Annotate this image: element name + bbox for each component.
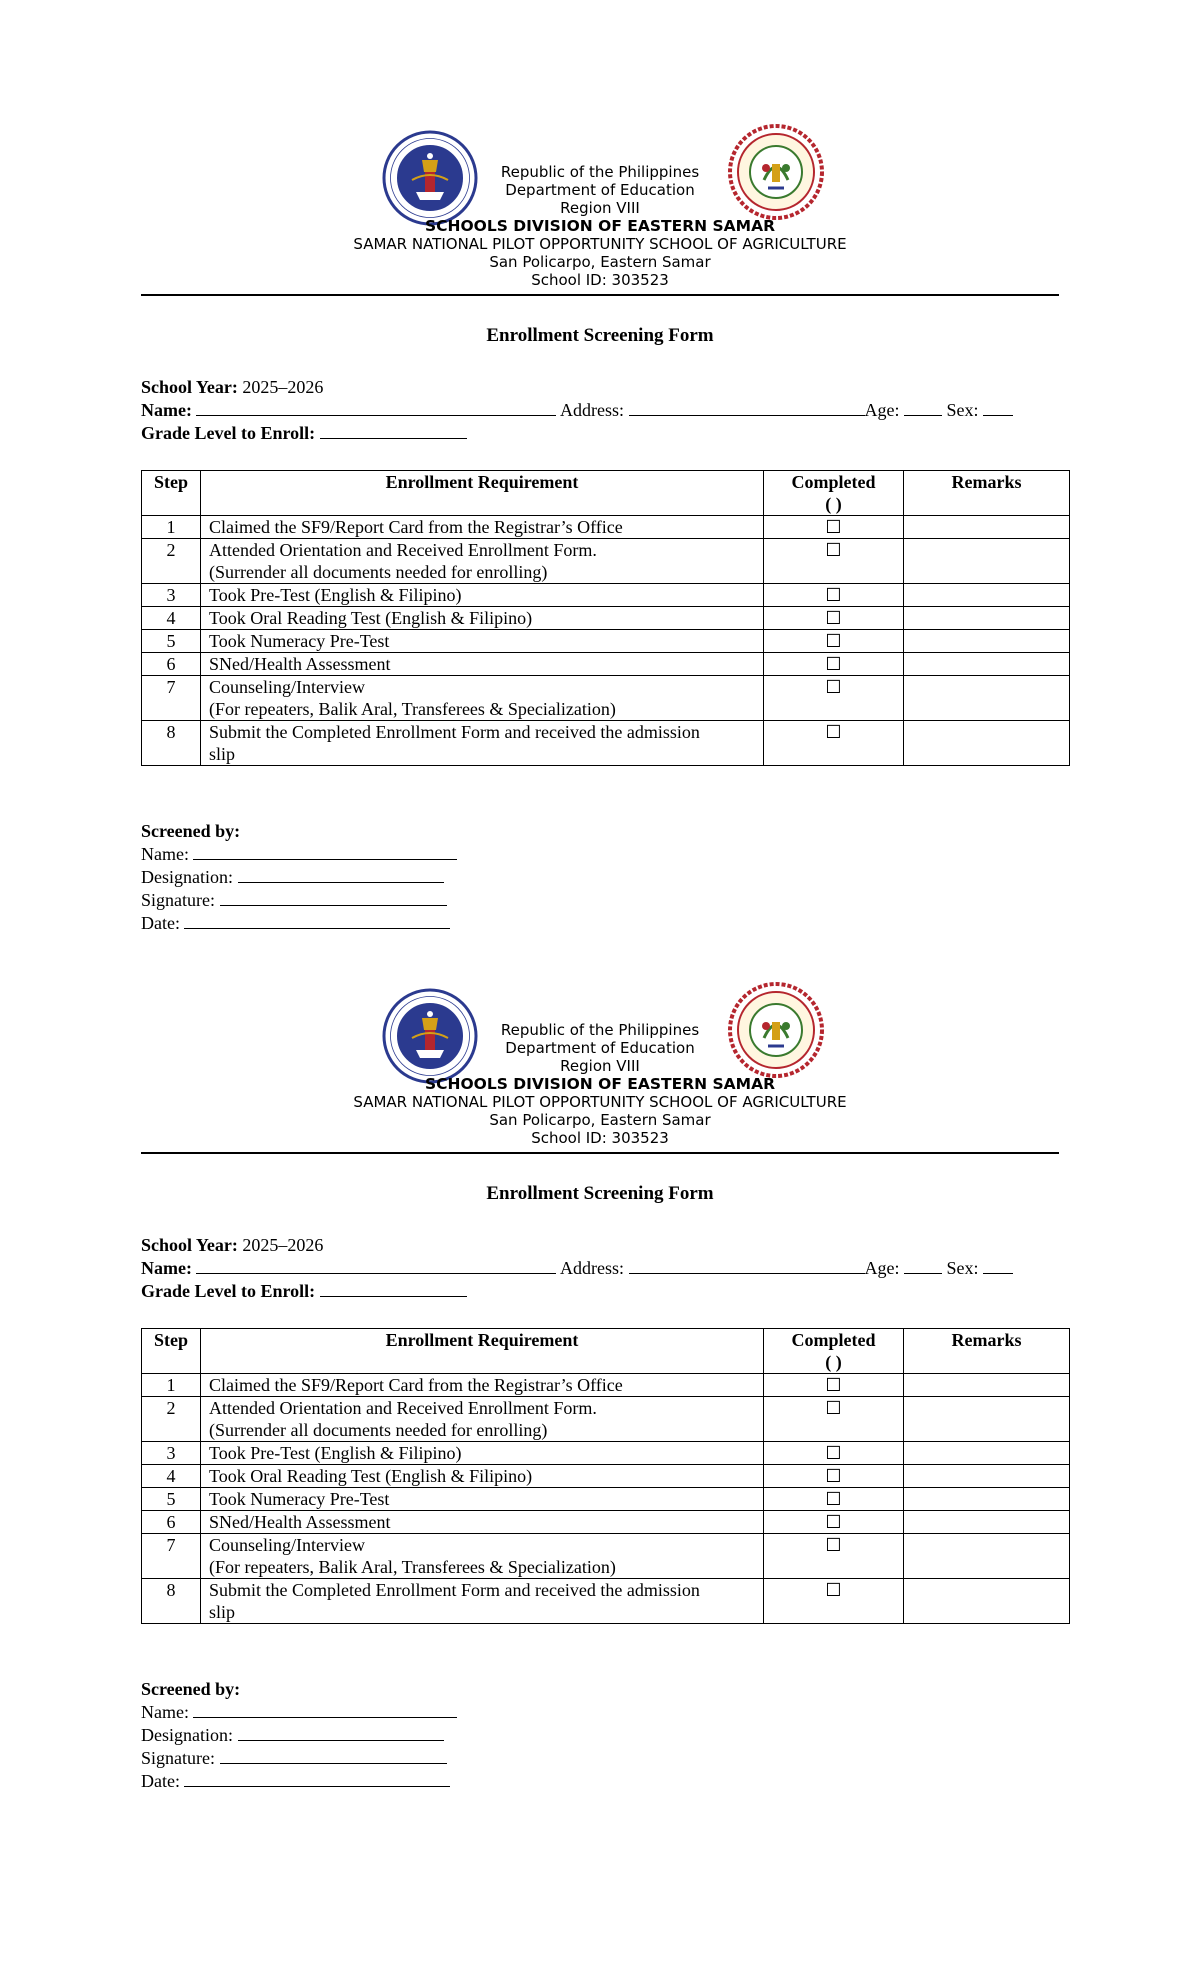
screened-designation-label: Designation: [141, 1725, 233, 1745]
header-requirement: Enrollment Requirement [201, 471, 764, 516]
screened-signature-label: Signature: [141, 890, 215, 910]
screened-by-section [141, 820, 457, 935]
header-school-address: San Policarpo, Eastern Samar [489, 253, 711, 271]
requirement-text: Took Pre-Test (English & Filipino) [209, 585, 462, 605]
step-number: 3 [142, 584, 201, 607]
remarks-cell[interactable] [904, 1534, 1070, 1579]
remarks-cell[interactable] [904, 1511, 1070, 1534]
form-title: Enrollment Screening Form [486, 1183, 714, 1204]
requirement-cell [201, 1465, 764, 1488]
remarks-cell[interactable] [904, 1374, 1070, 1397]
address-label: Address: [560, 1258, 624, 1278]
header-step: Step [142, 1329, 201, 1374]
grade-level-input[interactable] [320, 422, 467, 439]
requirement-cell [201, 1488, 764, 1511]
completed-checkbox[interactable]: ☐ [825, 1398, 842, 1418]
remarks-cell[interactable] [904, 630, 1070, 653]
sex-label: Sex: [946, 1258, 979, 1278]
screened-date-row [141, 1770, 457, 1793]
remarks-cell[interactable] [904, 516, 1070, 539]
remarks-cell[interactable] [904, 721, 1070, 766]
header-division: SCHOOLS DIVISION OF EASTERN SAMAR [424, 1075, 776, 1093]
completed-checkbox[interactable]: ☐ [825, 1489, 842, 1509]
screened-date-input[interactable] [184, 912, 450, 929]
completed-checkbox[interactable]: ☐ [825, 722, 842, 742]
remarks-cell[interactable] [904, 539, 1070, 584]
remarks-cell[interactable] [904, 1442, 1070, 1465]
completed-cell [764, 1534, 904, 1579]
completed-checkbox[interactable]: ☐ [825, 585, 842, 605]
completed-cell [764, 539, 904, 584]
screened-name-row [141, 1701, 457, 1724]
header-completed [764, 471, 904, 516]
table-row [142, 1374, 1070, 1397]
table-row [142, 1442, 1070, 1465]
requirement-cell [201, 1511, 764, 1534]
completed-cell [764, 1374, 904, 1397]
table-header-row [142, 471, 1070, 516]
table-row [142, 1534, 1070, 1579]
header-school-id: School ID: 303523 [531, 1129, 669, 1147]
completed-cell [764, 607, 904, 630]
completed-cell [764, 721, 904, 766]
table-row [142, 630, 1070, 653]
header-step: Step [142, 471, 201, 516]
screened-designation-input[interactable] [238, 1724, 444, 1741]
completed-cell [764, 1579, 904, 1624]
screened-by-section [141, 1678, 457, 1793]
requirement-note: (Surrender all documents needed for enrolling) [209, 1420, 548, 1440]
requirements-table [141, 470, 1070, 766]
table-row [142, 516, 1070, 539]
remarks-cell[interactable] [904, 1488, 1070, 1511]
requirement-text: Attended Orientation and Received Enrollment Form. [209, 1398, 597, 1418]
step-number: 8 [142, 721, 201, 766]
header-divider [141, 294, 1059, 296]
name-label: Name: [141, 1258, 192, 1278]
requirement-note: (For repeaters, Balik Aral, Transferees & Specialization) [209, 699, 616, 719]
school-year-label: School Year: [141, 377, 238, 397]
grade-level-label: Grade Level to Enroll: [141, 1281, 316, 1301]
header-department: Department of Education [505, 181, 695, 199]
name-input[interactable] [196, 1257, 556, 1274]
header-school-name: SAMAR NATIONAL PILOT OPPORTUNITY SCHOOL OF AGRICULTURE [353, 235, 847, 253]
header-republic: Republic of the Philippines [500, 1021, 700, 1039]
screened-name-row [141, 843, 457, 866]
screened-signature-label: Signature: [141, 1748, 215, 1768]
table-row [142, 539, 1070, 584]
table-row [142, 1397, 1070, 1442]
requirement-cell [201, 539, 764, 584]
screened-name-label: Name: [141, 1702, 189, 1722]
header-region: Region VIII [560, 199, 640, 217]
header-division: SCHOOLS DIVISION OF EASTERN SAMAR [424, 217, 776, 235]
completed-cell [764, 516, 904, 539]
age-input[interactable] [904, 1257, 942, 1274]
completed-cell [764, 1465, 904, 1488]
completed-checkbox[interactable]: ☐ [825, 631, 842, 651]
requirement-cell [201, 516, 764, 539]
requirement-text: Claimed the SF9/Report Card from the Registrar’s Office [209, 517, 623, 537]
requirement-cell [201, 584, 764, 607]
screened-signature-input[interactable] [220, 1747, 447, 1764]
age-label: Age: [864, 1258, 900, 1278]
step-number: 8 [142, 1579, 201, 1624]
header-remarks: Remarks [904, 1329, 1070, 1374]
requirement-cell [201, 1374, 764, 1397]
step-number: 3 [142, 1442, 201, 1465]
letterhead [0, 978, 1200, 1154]
screened-signature-input[interactable] [220, 889, 447, 906]
requirement-text: Attended Orientation and Received Enrollment Form. [209, 540, 597, 560]
table-row [142, 584, 1070, 607]
form-title: Enrollment Screening Form [486, 325, 714, 346]
remarks-cell[interactable] [904, 607, 1070, 630]
age-input[interactable] [904, 399, 942, 416]
step-number: 4 [142, 607, 201, 630]
requirements-table [141, 1328, 1070, 1624]
requirement-cell [201, 1534, 764, 1579]
requirement-text: Submit the Completed Enrollment Form and received the admission [209, 722, 700, 742]
requirement-text: Submit the Completed Enrollment Form and received the admission [209, 1580, 700, 1600]
screened-by-heading: Screened by: [141, 821, 241, 841]
table-header-row [142, 1329, 1070, 1374]
header-completed-mark: ( ) [825, 494, 842, 514]
header-completed [764, 1329, 904, 1374]
completed-checkbox[interactable]: ☐ [825, 517, 842, 537]
screened-signature-row [141, 889, 457, 912]
grade-level-field [141, 1280, 467, 1302]
name-label: Name: [141, 400, 192, 420]
step-number: 7 [142, 1534, 201, 1579]
table-row [142, 1465, 1070, 1488]
requirement-text: Took Oral Reading Test (English & Filipino) [209, 608, 533, 628]
header-school-id: School ID: 303523 [531, 271, 669, 289]
remarks-cell[interactable] [904, 1465, 1070, 1488]
completed-cell [764, 584, 904, 607]
requirement-text: Took Numeracy Pre-Test [209, 631, 390, 651]
requirement-cell [201, 721, 764, 766]
header-region: Region VIII [560, 1057, 640, 1075]
sex-label: Sex: [946, 400, 979, 420]
screened-signature-row [141, 1747, 457, 1770]
grade-level-input[interactable] [320, 1280, 467, 1297]
address-input[interactable] [629, 399, 865, 416]
school-year-value: 2025–2026 [242, 1235, 324, 1255]
requirement-text: Took Oral Reading Test (English & Filipino) [209, 1466, 533, 1486]
step-number: 6 [142, 1511, 201, 1534]
remarks-cell[interactable] [904, 1397, 1070, 1442]
table-row [142, 1511, 1070, 1534]
header-completed-label: Completed [791, 472, 876, 492]
completed-cell [764, 676, 904, 721]
header-requirement: Enrollment Requirement [201, 1329, 764, 1374]
completed-checkbox[interactable]: ☐ [825, 1535, 842, 1555]
school-year-field [141, 1234, 323, 1256]
table-row [142, 653, 1070, 676]
header-remarks: Remarks [904, 471, 1070, 516]
name-address-row [141, 1257, 1013, 1279]
completed-cell [764, 630, 904, 653]
header-school-address: San Policarpo, Eastern Samar [489, 1111, 711, 1129]
header-republic: Republic of the Philippines [500, 163, 700, 181]
step-number: 2 [142, 539, 201, 584]
requirement-note: (Surrender all documents needed for enrolling) [209, 562, 548, 582]
screened-date-label: Date: [141, 1771, 180, 1791]
completed-checkbox[interactable]: ☐ [825, 677, 842, 697]
remarks-cell[interactable] [904, 1579, 1070, 1624]
letterhead [0, 120, 1200, 296]
completed-cell [764, 1511, 904, 1534]
screened-date-row [141, 912, 457, 935]
step-number: 6 [142, 653, 201, 676]
grade-level-field [141, 422, 467, 444]
screened-designation-row [141, 1724, 457, 1747]
requirement-text: Counseling/Interview [209, 677, 365, 697]
screened-designation-label: Designation: [141, 867, 233, 887]
school-year-label: School Year: [141, 1235, 238, 1255]
screened-designation-input[interactable] [238, 866, 444, 883]
header-completed-label: Completed [791, 1330, 876, 1350]
completed-checkbox[interactable]: ☐ [825, 1580, 842, 1600]
completed-cell [764, 1488, 904, 1511]
table-row [142, 1579, 1070, 1624]
remarks-cell[interactable] [904, 653, 1070, 676]
step-number: 2 [142, 1397, 201, 1442]
completed-cell [764, 1397, 904, 1442]
step-number: 5 [142, 630, 201, 653]
sex-input[interactable] [983, 1257, 1013, 1274]
requirement-cell [201, 630, 764, 653]
remarks-cell[interactable] [904, 676, 1070, 721]
header-divider [141, 1152, 1059, 1154]
completed-cell [764, 1442, 904, 1465]
requirement-cell [201, 1579, 764, 1624]
requirement-cell [201, 676, 764, 721]
requirement-note: (For repeaters, Balik Aral, Transferees & Specialization) [209, 1557, 616, 1577]
header-department: Department of Education [505, 1039, 695, 1057]
completed-checkbox[interactable]: ☐ [825, 1512, 842, 1532]
requirement-text: Counseling/Interview [209, 1535, 365, 1555]
requirement-text: Took Numeracy Pre-Test [209, 1489, 390, 1509]
completed-checkbox[interactable]: ☐ [825, 608, 842, 628]
screened-name-input[interactable] [193, 1701, 457, 1718]
school-year-value: 2025–2026 [242, 377, 324, 397]
table-row [142, 1488, 1070, 1511]
step-number: 5 [142, 1488, 201, 1511]
age-label: Age: [864, 400, 900, 420]
header-school-name: SAMAR NATIONAL PILOT OPPORTUNITY SCHOOL OF AGRICULTURE [353, 1093, 847, 1111]
screened-name-label: Name: [141, 844, 189, 864]
requirement-note: slip [209, 744, 236, 764]
school-year-field [141, 376, 323, 398]
completed-checkbox[interactable]: ☐ [825, 654, 842, 674]
screened-designation-row [141, 866, 457, 889]
requirement-cell [201, 653, 764, 676]
requirement-text: Claimed the SF9/Report Card from the Registrar’s Office [209, 1375, 623, 1395]
requirement-cell [201, 607, 764, 630]
requirement-note: slip [209, 1602, 236, 1622]
step-number: 1 [142, 516, 201, 539]
sex-input[interactable] [983, 399, 1013, 416]
step-number: 4 [142, 1465, 201, 1488]
completed-checkbox[interactable]: ☐ [825, 1375, 842, 1395]
completed-checkbox[interactable]: ☐ [825, 1443, 842, 1463]
grade-level-label: Grade Level to Enroll: [141, 423, 316, 443]
remarks-cell[interactable] [904, 584, 1070, 607]
header-completed-mark: ( ) [825, 1352, 842, 1372]
requirement-text: SNed/Health Assessment [209, 654, 391, 674]
step-number: 1 [142, 1374, 201, 1397]
screened-date-label: Date: [141, 913, 180, 933]
name-address-row [141, 399, 1013, 421]
table-row [142, 607, 1070, 630]
requirement-cell [201, 1442, 764, 1465]
address-label: Address: [560, 400, 624, 420]
name-input[interactable] [196, 399, 556, 416]
screened-date-input[interactable] [184, 1770, 450, 1787]
requirement-text: SNed/Health Assessment [209, 1512, 391, 1532]
address-input[interactable] [629, 1257, 865, 1274]
table-row [142, 676, 1070, 721]
completed-checkbox[interactable]: ☐ [825, 540, 842, 560]
step-number: 7 [142, 676, 201, 721]
requirement-cell [201, 1397, 764, 1442]
screened-name-input[interactable] [193, 843, 457, 860]
screened-by-heading: Screened by: [141, 1679, 241, 1699]
requirement-text: Took Pre-Test (English & Filipino) [209, 1443, 462, 1463]
table-row [142, 721, 1070, 766]
completed-checkbox[interactable]: ☐ [825, 1466, 842, 1486]
completed-cell [764, 653, 904, 676]
